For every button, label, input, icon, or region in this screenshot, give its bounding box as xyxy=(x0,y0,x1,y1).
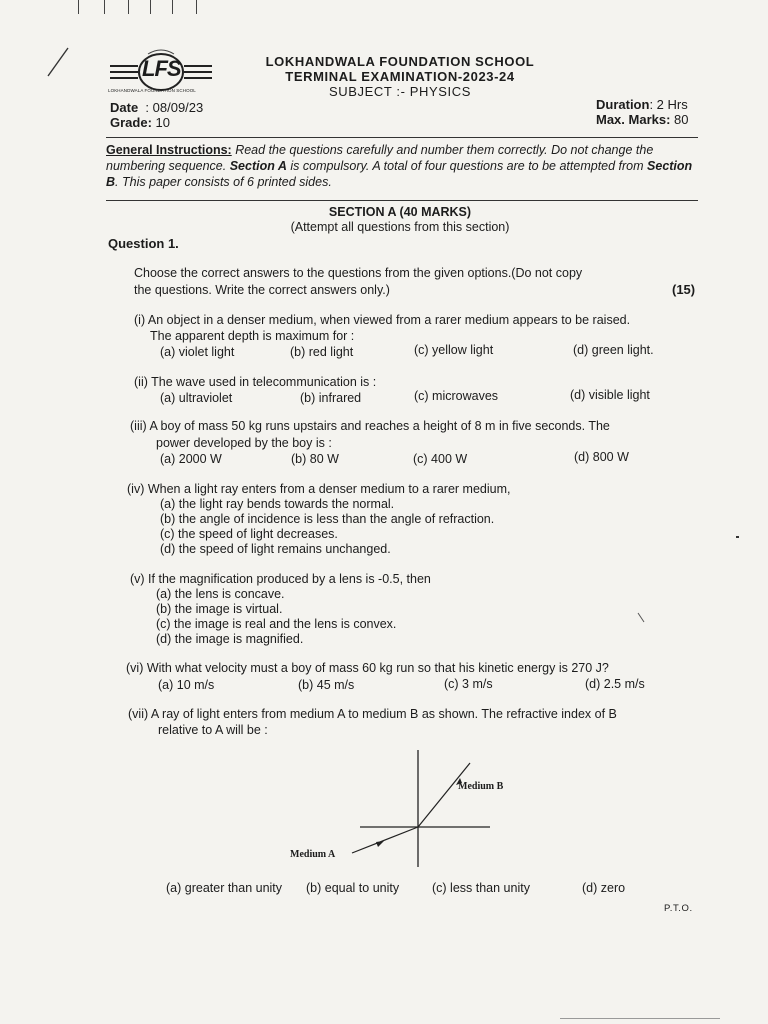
option: (a) violet light xyxy=(160,345,235,359)
binding-mark xyxy=(128,0,129,14)
option: (d) the image is magnified. xyxy=(156,632,304,646)
date-value: : 08/09/23 xyxy=(145,100,204,115)
option: (c) yellow light xyxy=(414,343,494,357)
duration-value: : 2 Hrs xyxy=(649,97,688,112)
option: (d) visible light xyxy=(570,388,650,402)
grade-label: Grade: xyxy=(110,115,152,130)
option: (b) 80 W xyxy=(291,452,339,466)
question-text: (iii) A boy of mass 50 kg runs upstairs and reaches a height of 8 m in five seconds. The xyxy=(130,419,610,433)
question-title: Question 1. xyxy=(108,236,179,251)
option: (b) the angle of incidence is less than the angle of refraction. xyxy=(160,512,495,526)
max-marks-label: Max. Marks: xyxy=(596,112,671,127)
question-intro: Choose the correct answers to the questions from the given options.(Do not copy xyxy=(134,266,583,280)
date-label: Date xyxy=(110,100,139,115)
medium-b-label: Medium B xyxy=(458,781,504,792)
question-intro: the questions. Write the correct answers only.) xyxy=(134,283,390,297)
option: (a) ultraviolet xyxy=(160,391,233,405)
subject-line: SUBJECT :- PHYSICS xyxy=(328,84,472,99)
section-title: SECTION A (40 MARKS) xyxy=(328,205,472,219)
divider xyxy=(106,200,698,201)
option: (b) red light xyxy=(290,345,354,359)
binding-mark xyxy=(196,0,197,14)
option: (b) equal to unity xyxy=(306,881,400,895)
option: (b) infrared xyxy=(300,391,362,405)
instructions-section-a: Section A xyxy=(229,159,287,173)
question-marks: (15) xyxy=(672,282,696,297)
bottom-mark xyxy=(560,1018,720,1019)
incident-ray xyxy=(352,827,418,853)
binding-mark xyxy=(150,0,151,14)
stray-mark xyxy=(636,612,646,624)
stray-mark xyxy=(736,536,739,538)
max-marks-line xyxy=(596,112,689,127)
general-instructions xyxy=(106,142,698,190)
binding-mark xyxy=(78,0,79,14)
medium-a-label: Medium A xyxy=(290,849,336,860)
question-text: (ii) The wave used in telecommunication is : xyxy=(134,375,377,389)
grade-line xyxy=(110,115,170,130)
instructions-section-b: Section B xyxy=(106,159,693,189)
option: (a) greater than unity xyxy=(166,881,283,895)
question-text: The apparent depth is maximum for : xyxy=(150,329,355,343)
option: (c) 3 m/s xyxy=(444,677,493,691)
option: (c) 400 W xyxy=(413,452,468,466)
school-name: LOKHANDWALA FOUNDATION SCHOOL xyxy=(265,54,535,69)
instructions-text: Read the questions carefully and number them correctly. Do not change the numbering sequence. xyxy=(106,143,654,173)
question-text: (vii) A ray of light enters from medium A to medium B as shown. The refractive index of B xyxy=(128,707,617,721)
option: (a) 10 m/s xyxy=(158,678,215,692)
question-text: relative to A will be : xyxy=(158,723,268,737)
instructions-text: . This paper consists of 6 printed sides. xyxy=(115,175,332,189)
section-subtitle: (Attempt all questions from this section) xyxy=(290,220,510,234)
question-text: (iv) When a light ray enters from a denser medium to a rarer medium, xyxy=(127,482,511,496)
exam-title: TERMINAL EXAMINATION-2023-24 xyxy=(285,69,515,84)
question-text: (vi) With what velocity must a boy of mass 60 kg run so that his kinetic energy is 270 J? xyxy=(126,661,609,675)
option: (c) the speed of light decreases. xyxy=(160,527,338,541)
question-text: (v) If the magnification produced by a lens is -0.5, then xyxy=(130,572,431,586)
question-text: (i) An object in a denser medium, when viewed from a rarer medium appears to be raised. xyxy=(134,313,631,327)
binding-mark xyxy=(104,0,105,14)
option: (d) the speed of light remains unchanged. xyxy=(160,542,391,556)
date-line xyxy=(110,100,203,115)
instructions-label: General Instructions: xyxy=(106,143,232,157)
option: (d) zero xyxy=(582,881,626,895)
option: (c) less than unity xyxy=(432,881,530,895)
option: (a) the lens is concave. xyxy=(156,587,285,601)
instructions-text: is compulsory. A total of four questions are to be attempted from xyxy=(286,159,648,173)
grade-value: 10 xyxy=(155,115,170,130)
option: (d) green light. xyxy=(573,343,654,357)
refracted-ray xyxy=(418,763,470,827)
arrow-icon xyxy=(376,841,384,847)
school-logo xyxy=(108,48,214,96)
option: (a) 2000 W xyxy=(160,452,222,466)
option: (b) 45 m/s xyxy=(298,678,355,692)
logo-text: LFS xyxy=(142,56,181,81)
option: (b) the image is virtual. xyxy=(156,602,283,616)
option: (d) 800 W xyxy=(574,450,629,464)
option: (d) 2.5 m/s xyxy=(585,677,645,691)
pto-text: P.T.O. xyxy=(664,903,693,914)
pen-mark xyxy=(44,46,70,80)
duration-label: Duration xyxy=(596,97,650,112)
option: (a) the light ray bends towards the normal. xyxy=(160,497,395,511)
question-text: power developed by the boy is : xyxy=(156,436,332,450)
divider xyxy=(106,137,698,138)
max-marks-value: 80 xyxy=(674,112,689,127)
duration-line xyxy=(596,97,688,112)
logo-caption: LOKHANDWALA FOUNDATION SCHOOL xyxy=(108,88,196,93)
binding-mark xyxy=(172,0,173,14)
option: (c) the image is real and the lens is convex. xyxy=(156,617,397,631)
option: (c) microwaves xyxy=(414,389,499,403)
